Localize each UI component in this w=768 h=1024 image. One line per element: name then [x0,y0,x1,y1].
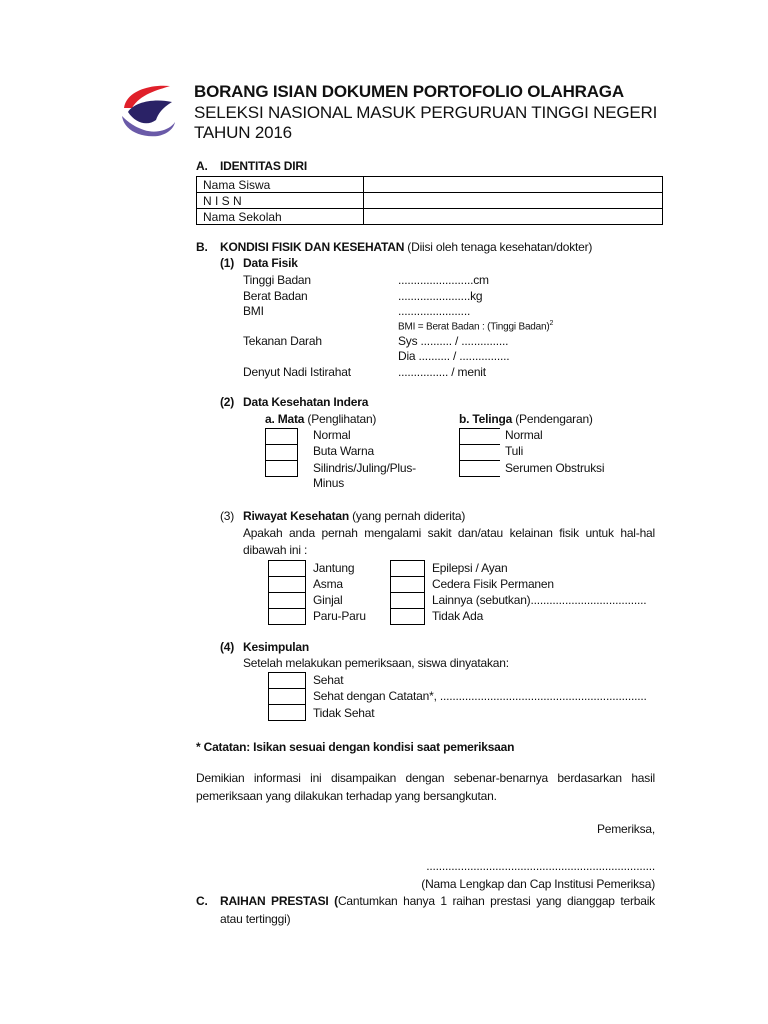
telinga-option-label: Serumen Obstruksi [505,461,605,475]
kesimpulan-option-label: Tidak Sehat [313,706,375,720]
lainnya-checkbox[interactable] [390,592,425,609]
table-row [197,193,663,209]
statement-line2: pemeriksaan yang dilakukan terhadap yang bersangkutan. [196,789,497,803]
riwayat-option-label: Jantung [313,561,355,575]
signature-line[interactable]: ......................................................................... [426,859,655,873]
jantung-checkbox[interactable] [268,560,306,577]
statement-line1: Demikian informasi ini disampaikan dengan sebenar-benarnya berdasarkan hasil [196,771,655,785]
tidak-ada-checkbox[interactable] [390,608,425,625]
riwayat-option-label: Cedera Fisik Permanen [432,577,554,591]
mata-sub: (Penglihatan) [304,412,377,426]
sehat-catatan-checkbox[interactable] [268,688,306,705]
mata-normal-checkbox[interactable] [265,428,298,445]
mata-silindris-checkbox[interactable] [265,460,298,477]
section-c-title: RAIHAN PRESTASI ( [220,894,338,908]
telinga-option-label: Tuli [505,444,524,458]
kesimpulan-option-label: Sehat dengan Catatan*, .................................................................. [313,689,647,703]
tekanan-label: Tekanan Darah [243,334,322,348]
pemeriksa-label: Pemeriksa, [596,822,655,836]
nadi-label: Denyut Nadi Istirahat [243,365,351,379]
kesimpulan-title: Kesimpulan [243,640,310,654]
nama-siswa-field[interactable] [364,177,663,193]
telinga-sub: (Pendengaran) [512,412,593,426]
nama-sekolah-field[interactable] [364,209,663,225]
kesimpulan-option-label: Sehat [313,673,344,687]
section-c-line1 [220,894,655,908]
table-row [197,177,663,193]
telinga-title: b. Telinga [459,412,513,426]
kesimpulan-intro: Setelah melakukan pemeriksaan, siswa dinyatakan: [243,656,509,670]
section-b-heading [220,240,592,254]
doc-subtitle: SELEKSI NASIONAL MASUK PERGURUAN TINGGI NEGERI [194,103,658,122]
indera-title: Data Kesehatan Indera [243,395,369,409]
riwayat-question-line2: dibawah ini : [243,543,308,557]
tinggi-value[interactable]: ........................cm [398,273,489,287]
berat-label: Berat Badan [243,289,308,303]
nadi-value[interactable]: ................ / menit [398,365,486,379]
section-c-line2: atau tertinggi) [220,912,291,926]
tidak-sehat-checkbox[interactable] [268,704,306,721]
signature-caption: (Nama Lengkap dan Cap Institusi Pemeriksa) [421,877,655,891]
table-cell-label: N I S N [197,193,364,209]
doc-title: BORANG ISIAN DOKUMEN PORTOFOLIO OLAHRAGA [194,82,624,101]
riwayat-sub: (yang pernah diderita) [348,509,466,523]
telinga-tuli-checkbox[interactable] [459,444,500,461]
berat-value[interactable]: .......................kg [398,289,483,303]
sys-value[interactable]: Sys .......... / ............... [398,334,509,348]
section-b-title: KONDISI FISIK DAN KESEHATAN [220,240,405,254]
riwayat-option-label: Paru-Paru [313,609,366,623]
bmi-formula-sup: 2 [549,320,554,327]
catatan-note: * Catatan: Isikan sesuai dengan kondisi saat pemeriksaan [196,740,515,754]
riwayat-option-label: Tidak Ada [432,609,484,623]
dia-value[interactable]: Dia .......... / ................ [398,349,510,363]
mata-option-label: Normal [313,428,351,442]
data-fisik-title: Data Fisik [243,256,298,270]
bmi-formula-text: BMI = Berat Badan : (Tinggi Badan) [398,321,550,333]
ginjal-checkbox[interactable] [268,592,306,609]
mata-option-label: Buta Warna [313,444,374,458]
bmi-label: BMI [243,304,264,318]
doc-year: TAHUN 2016 [194,123,292,142]
section-c-letter: C. [196,894,208,908]
riwayat-num: (3) [220,509,235,523]
riwayat-option-label: Lainnya (sebutkan)..................................... [432,593,647,607]
telinga-serumen-checkbox[interactable] [459,460,500,477]
mata-buta-warna-checkbox[interactable] [265,444,298,461]
kesimpulan-num: (4) [220,640,235,654]
bmi-value[interactable]: ....................... [398,304,471,318]
section-c-desc: Cantumkan hanya 1 raihan prestasi yang dianggap terbaik [337,894,655,908]
telinga-option-label: Normal [505,428,543,442]
mata-option-label: Silindris/Juling/Plus- [313,461,416,475]
bmi-formula [398,320,553,332]
paru-paru-checkbox[interactable] [268,608,306,625]
epilepsi-checkbox[interactable] [390,560,425,577]
section-a-letter: A. [196,159,208,173]
asma-checkbox[interactable] [268,576,306,593]
data-fisik-num: (1) [220,256,235,270]
logo-emblem-icon [118,82,176,140]
riwayat-question-line1: Apakah anda pernah mengalami sakit dan/atau kelainan fisik untuk hal-hal [243,526,655,540]
nisn-field[interactable] [364,193,663,209]
section-a-title: IDENTITAS DIRI [220,159,307,173]
mata-heading [265,412,376,426]
mata-option-label: Minus [313,476,345,490]
identity-table [196,176,663,225]
table-cell-label: Nama Siswa [197,177,364,193]
sehat-checkbox[interactable] [268,672,306,689]
section-b-letter: B. [196,240,208,254]
table-cell-label: Nama Sekolah [197,209,364,225]
riwayat-option-label: Asma [313,577,343,591]
telinga-heading [459,412,593,426]
section-b-subtitle: (Diisi oleh tenaga kesehatan/dokter) [404,240,593,254]
tinggi-label: Tinggi Badan [243,273,311,287]
riwayat-title: Riwayat Kesehatan [243,509,349,523]
table-row [197,209,663,225]
indera-num: (2) [220,395,235,409]
cedera-checkbox[interactable] [390,576,425,593]
telinga-normal-checkbox[interactable] [459,428,500,445]
riwayat-heading [243,509,465,523]
riwayat-option-label: Epilepsi / Ayan [432,561,508,575]
logo [118,82,176,140]
mata-title: a. Mata [265,412,305,426]
riwayat-option-label: Ginjal [313,593,343,607]
